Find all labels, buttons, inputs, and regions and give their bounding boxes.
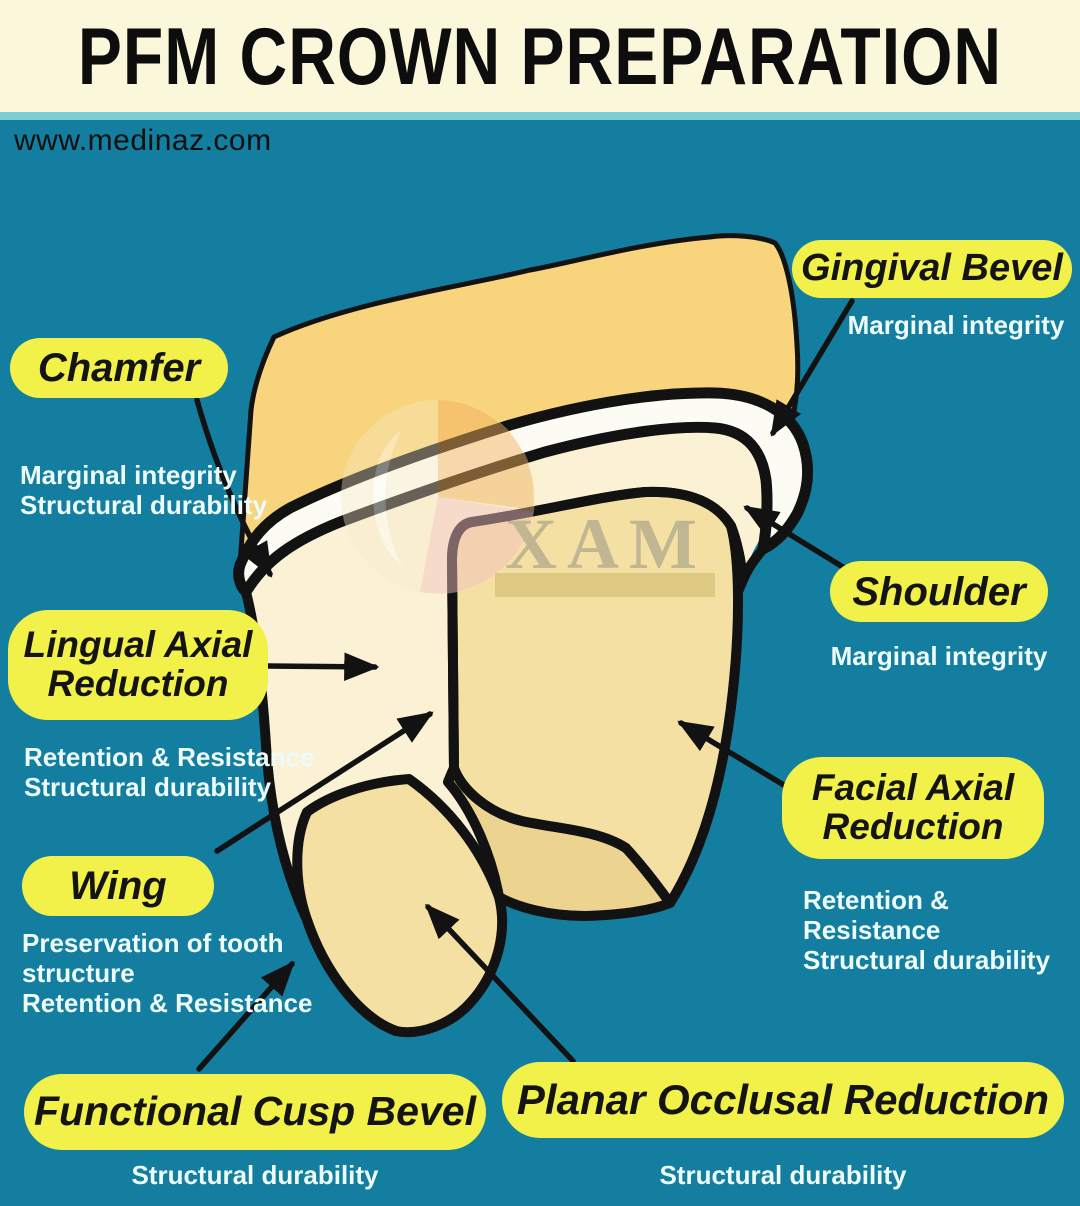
benefits-gingival-bevel: Marginal integrity	[847, 310, 1065, 340]
benefits-shoulder: Marginal integrity	[830, 641, 1048, 671]
label-functional-cusp-bevel-text: Functional Cusp Bevel	[34, 1088, 476, 1135]
label-wing-text: Wing	[69, 864, 167, 908]
label-chamfer	[10, 338, 228, 398]
website-url: www.medinaz.com	[14, 124, 272, 157]
watermark-text: XAM	[505, 504, 707, 584]
label-facial-axial-reduction: Facial Axial Reduction	[782, 757, 1044, 859]
benefits-lingual-axial-reduction: Retention & Resistance Structural durability	[24, 742, 315, 803]
label-shoulder-text: Shoulder	[852, 569, 1026, 614]
label-wing	[22, 856, 214, 916]
label-gingival-bevel	[792, 240, 1072, 298]
page-title: PFM CROWN PREPARATION	[77, 10, 1003, 102]
benefits-wing: Preservation of tooth structure Retention & Resistance	[22, 928, 313, 1019]
label-chamfer-text: Chamfer	[37, 346, 201, 390]
label-shoulder	[830, 561, 1048, 622]
label-lingual-axial-text: Lingual Axial	[23, 624, 253, 666]
benefits-facial-axial-reduction: Retention & Resistance Structural durability	[803, 885, 1051, 976]
label-planar-occlusal-text: Planar Occlusal Reduction	[516, 1075, 1050, 1123]
label-gingival-bevel-text: Gingival Bevel	[801, 247, 1063, 290]
benefits-chamfer: Marginal integrity Structural durability	[20, 460, 268, 521]
arrow-lingual-axial	[267, 666, 375, 667]
benefits-functional-cusp-bevel: Structural durability	[131, 1160, 379, 1190]
benefits-planar-occlusal-reduction: Structural durability	[659, 1160, 907, 1190]
label-lingual-axial-reduction: Lingual Axial Reduction	[8, 610, 268, 720]
watermark-bar	[495, 573, 715, 597]
label-facial-axial-text: Facial Axial	[811, 767, 1015, 809]
label-functional-cusp-bevel	[24, 1074, 486, 1150]
label-planar-occlusal-reduction	[502, 1062, 1064, 1138]
